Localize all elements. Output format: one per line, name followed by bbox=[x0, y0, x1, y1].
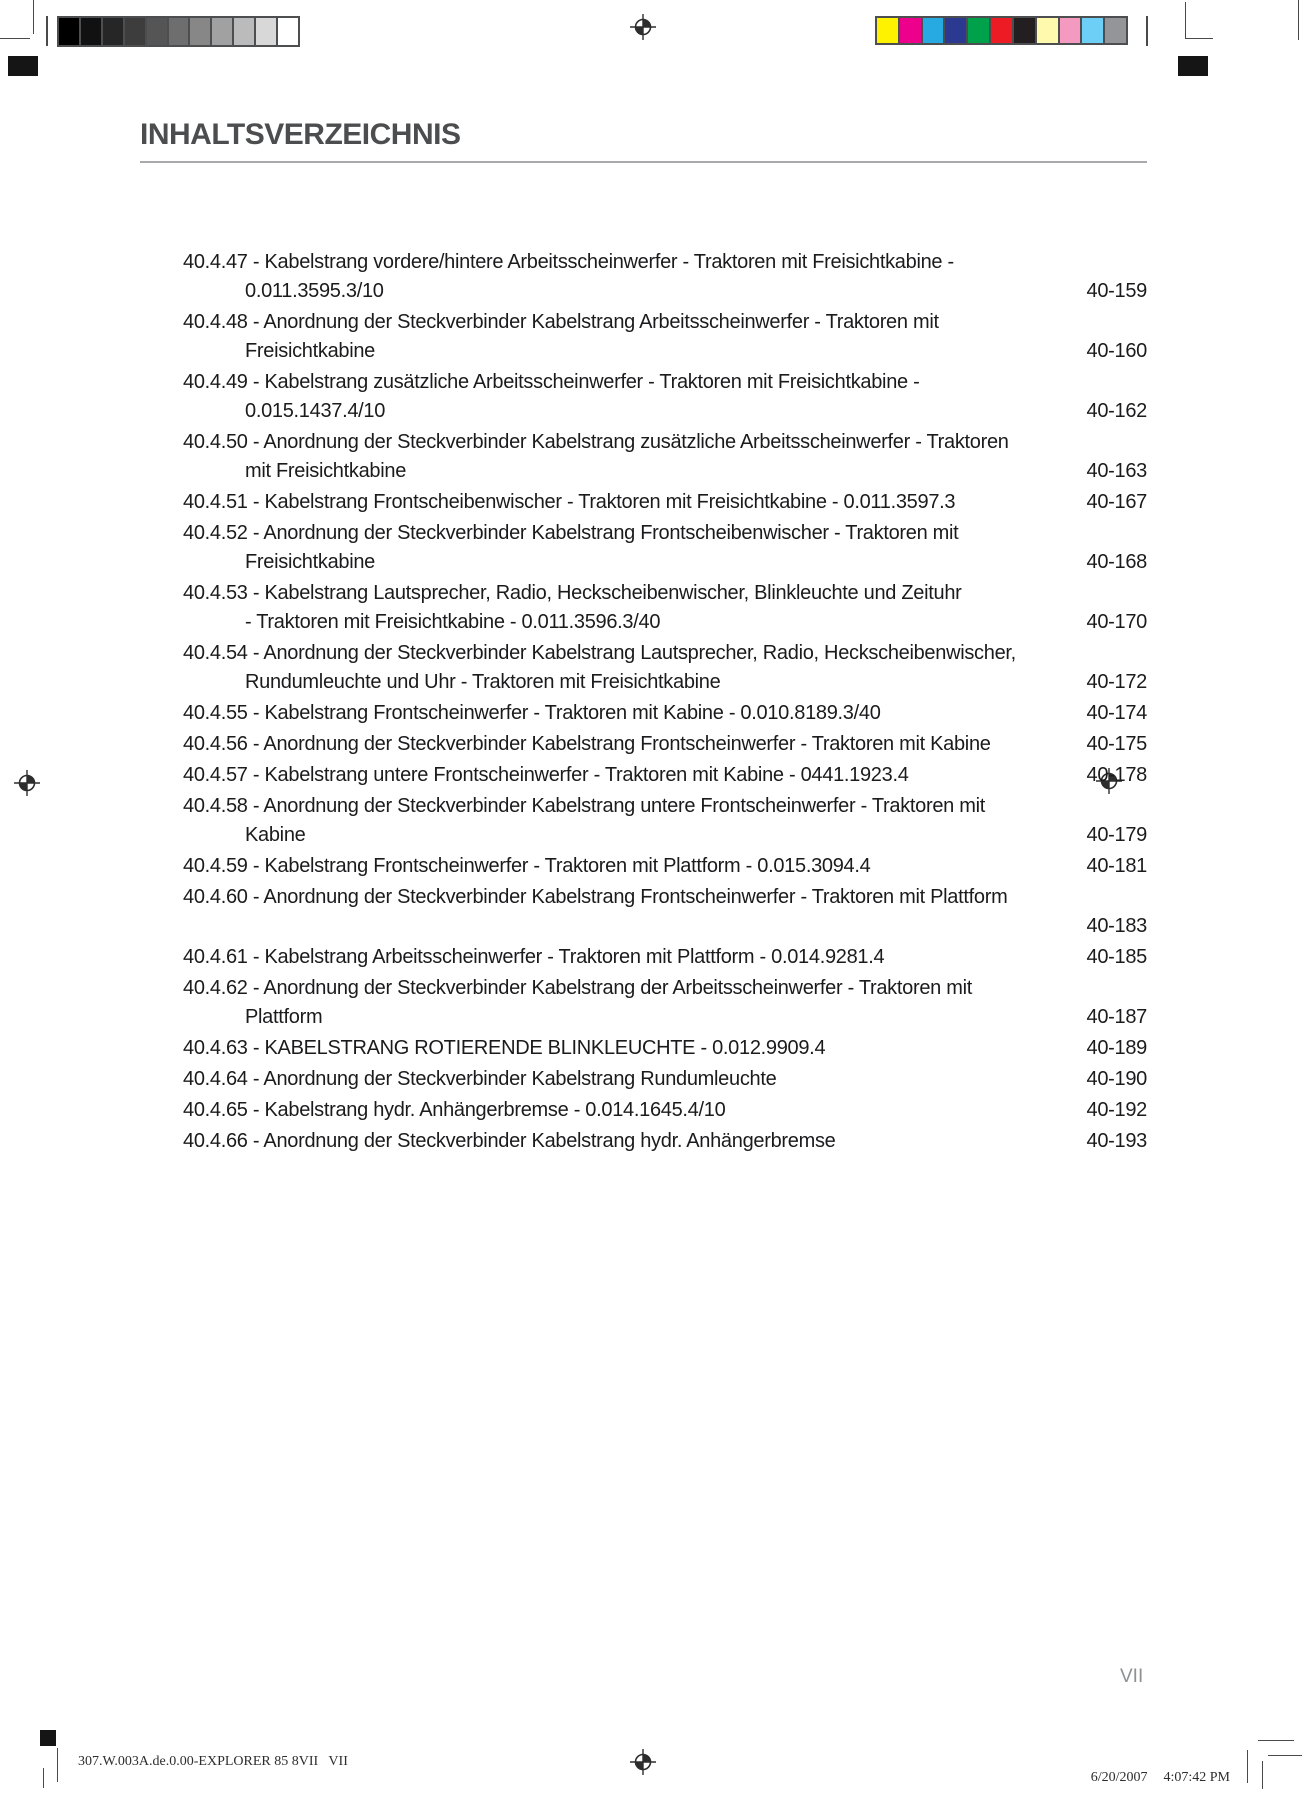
toc-entry-text: mit Freisichtkabine bbox=[245, 460, 407, 482]
collation-mark-icon bbox=[8, 56, 38, 76]
toc-entry-text: 40.4.48 - Anordnung der Steckverbinder Kabelstrang Arbeitsscheinwerfer - Traktoren mit bbox=[183, 311, 939, 333]
crop-mark-icon bbox=[1258, 1740, 1294, 1741]
folio-page-number: VII bbox=[1120, 1666, 1144, 1687]
toc-entry-text: 40.4.56 - Anordnung der Steckverbinder Kabelstrang Frontscheinwerfer - Traktoren mit Kabine bbox=[183, 733, 991, 755]
toc-entry-text: 40.4.57 - Kabelstrang untere Frontscheinwerfer - Traktoren mit Kabine - 0441.1923.4 bbox=[183, 764, 909, 786]
calibration-swatch bbox=[103, 18, 125, 45]
toc-line bbox=[183, 608, 1147, 637]
collation-mark-icon bbox=[1178, 56, 1208, 76]
toc-line bbox=[183, 1096, 1147, 1125]
toc-line bbox=[183, 1065, 1147, 1094]
toc-line bbox=[183, 699, 1147, 728]
toc-line bbox=[183, 912, 1147, 941]
crop-mark-icon bbox=[43, 1768, 44, 1788]
calibration-swatch bbox=[125, 18, 147, 45]
calibration-swatch bbox=[1082, 18, 1105, 43]
toc-page-number: 40-190 bbox=[1086, 1068, 1147, 1090]
toc-page-number: 40-160 bbox=[1086, 340, 1147, 362]
toc-page-number: 40-193 bbox=[1086, 1130, 1147, 1152]
crop-mark-icon bbox=[1262, 1761, 1263, 1789]
crop-mark-icon bbox=[1185, 38, 1213, 39]
toc-line bbox=[183, 792, 1147, 821]
calibration-swatch bbox=[877, 18, 900, 43]
toc-page-number: 40-168 bbox=[1086, 551, 1147, 573]
toc-page-number: 40-159 bbox=[1086, 280, 1147, 302]
crop-mark-icon bbox=[1185, 2, 1186, 38]
calibration-swatch bbox=[968, 18, 991, 43]
toc-line bbox=[183, 730, 1147, 759]
toc-line bbox=[183, 943, 1147, 972]
calibration-swatch bbox=[234, 18, 256, 45]
toc-line bbox=[183, 548, 1147, 577]
calibration-swatch bbox=[81, 18, 103, 45]
title-rule bbox=[140, 161, 1147, 163]
footer-date: 6/20/2007 bbox=[1090, 1770, 1148, 1785]
toc-entry-text: 40.4.49 - Kabelstrang zusätzliche Arbeitsscheinwerfer - Traktoren mit Freisichtkabine - bbox=[183, 371, 920, 393]
calibration-swatch bbox=[147, 18, 169, 45]
footer-datetime bbox=[1077, 1754, 1230, 1799]
registration-mark-icon bbox=[14, 770, 40, 796]
calibration-swatch bbox=[1060, 18, 1083, 43]
toc-list bbox=[183, 248, 1147, 1158]
toc-page-number: 40-178 bbox=[1086, 764, 1147, 786]
toc-entry-text: 40.4.59 - Kabelstrang Frontscheinwerfer - Traktoren mit Plattform - 0.015.3094.4 bbox=[183, 855, 871, 877]
grayscale-calibration-bar bbox=[57, 16, 300, 47]
toc-entry-text: 40.4.62 - Anordnung der Steckverbinder Kabelstrang der Arbeitsscheinwerfer - Traktoren mit bbox=[183, 977, 972, 999]
toc-entry-text: Plattform bbox=[245, 1006, 323, 1028]
toc-entry-text: 0.011.3595.3/10 bbox=[245, 280, 384, 302]
toc-entry-text: Kabine bbox=[245, 824, 306, 846]
toc-entry-text: 40.4.61 - Kabelstrang Arbeitsscheinwerfer - Traktoren mit Plattform - 0.014.9281.4 bbox=[183, 946, 885, 968]
toc-entry-text: 40.4.58 - Anordnung der Steckverbinder Kabelstrang untere Frontscheinwerfer - Traktoren mit bbox=[183, 795, 986, 817]
toc-page-number: 40-172 bbox=[1086, 671, 1147, 693]
calibration-swatch bbox=[991, 18, 1014, 43]
crop-mark-icon bbox=[57, 1748, 58, 1782]
toc-entry-text: 40.4.50 - Anordnung der Steckverbinder Kabelstrang zusätzliche Arbeitsscheinwerfer - Traktoren bbox=[183, 431, 1009, 453]
toc-page-number: 40-192 bbox=[1086, 1099, 1147, 1121]
toc-entry-text: 40.4.60 - Anordnung der Steckverbinder Kabelstrang Frontscheinwerfer - Traktoren mit Plattform bbox=[183, 886, 1008, 908]
toc-line bbox=[183, 457, 1147, 486]
toc-line bbox=[183, 397, 1147, 426]
toc-entry-text: 40.4.66 - Anordnung der Steckverbinder Kabelstrang hydr. Anhängerbremse bbox=[183, 1130, 836, 1152]
toc-page-number: 40-187 bbox=[1086, 1006, 1147, 1028]
toc-line bbox=[183, 1127, 1147, 1156]
toc-entry-text: Rundumleuchte und Uhr - Traktoren mit Freisichtkabine bbox=[245, 671, 721, 693]
page-title: INHALTSVERZEICHNIS bbox=[140, 118, 461, 151]
crop-mark-icon bbox=[33, 0, 34, 34]
toc-line bbox=[183, 1034, 1147, 1063]
calibration-swatch bbox=[212, 18, 234, 45]
toc-entry-text: 40.4.53 - Kabelstrang Lautsprecher, Radio, Heckscheibenwischer, Blinkleuchte und Zeituhr bbox=[183, 582, 962, 604]
toc-line bbox=[183, 668, 1147, 697]
toc-page-number: 40-179 bbox=[1086, 824, 1147, 846]
crop-mark-icon bbox=[0, 38, 30, 39]
toc-entry-text: Freisichtkabine bbox=[245, 551, 376, 573]
calibration-swatch bbox=[1105, 18, 1126, 43]
calibration-swatch bbox=[59, 18, 81, 45]
registration-mark-icon bbox=[630, 14, 656, 40]
calibration-tick-icon bbox=[46, 16, 48, 46]
crop-mark-icon bbox=[1298, 0, 1299, 40]
toc-entry-text: 40.4.52 - Anordnung der Steckverbinder Kabelstrang Frontscheibenwischer - Traktoren mit bbox=[183, 522, 959, 544]
footer-file-info: 307.W.003A.de.0.00-EXPLORER 85 8VII VII bbox=[78, 1754, 348, 1769]
registration-mark-icon bbox=[630, 1749, 656, 1775]
toc-entry-text: - Traktoren mit Freisichtkabine - 0.011.3596.3/40 bbox=[245, 611, 661, 633]
calibration-swatch bbox=[923, 18, 946, 43]
calibration-swatch bbox=[278, 18, 298, 45]
toc-line bbox=[183, 428, 1147, 457]
calibration-tick-icon bbox=[1146, 16, 1148, 46]
calibration-swatch bbox=[945, 18, 968, 43]
toc-line bbox=[183, 368, 1147, 397]
toc-line bbox=[183, 1003, 1147, 1032]
toc-line bbox=[183, 308, 1147, 337]
toc-line bbox=[183, 277, 1147, 306]
toc-line bbox=[183, 248, 1147, 277]
toc-page-number: 40-167 bbox=[1086, 491, 1147, 513]
toc-entry-text: Freisichtkabine bbox=[245, 340, 376, 362]
toc-page-number: 40-183 bbox=[1086, 915, 1147, 937]
toc-line bbox=[183, 761, 1147, 790]
toc-line bbox=[183, 337, 1147, 366]
toc-page-number: 40-175 bbox=[1086, 733, 1147, 755]
toc-entry-text: 40.4.55 - Kabelstrang Frontscheinwerfer - Traktoren mit Kabine - 0.010.8189.3/40 bbox=[183, 702, 881, 724]
toc-page-number: 40-162 bbox=[1086, 400, 1147, 422]
toc-line bbox=[183, 488, 1147, 517]
toc-entry-text: 40.4.64 - Anordnung der Steckverbinder Kabelstrang Rundumleuchte bbox=[183, 1068, 777, 1090]
toc-entry-text: 0.015.1437.4/10 bbox=[245, 400, 386, 422]
toc-entry-text: 40.4.47 - Kabelstrang vordere/hintere Arbeitsscheinwerfer - Traktoren mit Freisichtkabine - bbox=[183, 251, 954, 273]
toc-line bbox=[183, 519, 1147, 548]
toc-entry-text: 40.4.51 - Kabelstrang Frontscheibenwischer - Traktoren mit Freisichtkabine - 0.011.3597.3 bbox=[183, 491, 956, 513]
toc-page-number: 40-181 bbox=[1086, 855, 1147, 877]
toc-page-number: 40-185 bbox=[1086, 946, 1147, 968]
toc-line bbox=[183, 974, 1147, 1003]
calibration-swatch bbox=[1014, 18, 1037, 43]
calibration-swatch bbox=[256, 18, 278, 45]
color-calibration-bar bbox=[875, 16, 1128, 45]
calibration-swatch bbox=[169, 18, 191, 45]
toc-page-number: 40-170 bbox=[1086, 611, 1147, 633]
toc-entry-text: 40.4.63 - KABELSTRANG ROTIERENDE BLINKLEUCHTE - 0.012.9909.4 bbox=[183, 1037, 826, 1059]
crop-mark-icon bbox=[1247, 1750, 1248, 1783]
toc-entry-text: 40.4.54 - Anordnung der Steckverbinder Kabelstrang Lautsprecher, Radio, Heckscheibenwischer, bbox=[183, 642, 1016, 664]
toc-entry-text: 40.4.65 - Kabelstrang hydr. Anhängerbremse - 0.014.1645.4/10 bbox=[183, 1099, 726, 1121]
toc-line bbox=[183, 579, 1147, 608]
toc-line bbox=[183, 821, 1147, 850]
toc-line bbox=[183, 639, 1147, 668]
collation-mark-icon bbox=[40, 1730, 56, 1746]
toc-page-number: 40-174 bbox=[1086, 702, 1147, 724]
crop-mark-icon bbox=[1268, 1755, 1302, 1756]
toc-line bbox=[183, 852, 1147, 881]
toc-page-number: 40-163 bbox=[1086, 460, 1147, 482]
calibration-swatch bbox=[190, 18, 212, 45]
toc-line bbox=[183, 883, 1147, 912]
toc-page-number: 40-189 bbox=[1086, 1037, 1147, 1059]
calibration-swatch bbox=[900, 18, 923, 43]
footer-time: 4:07:42 PM bbox=[1163, 1770, 1230, 1785]
calibration-swatch bbox=[1037, 18, 1060, 43]
